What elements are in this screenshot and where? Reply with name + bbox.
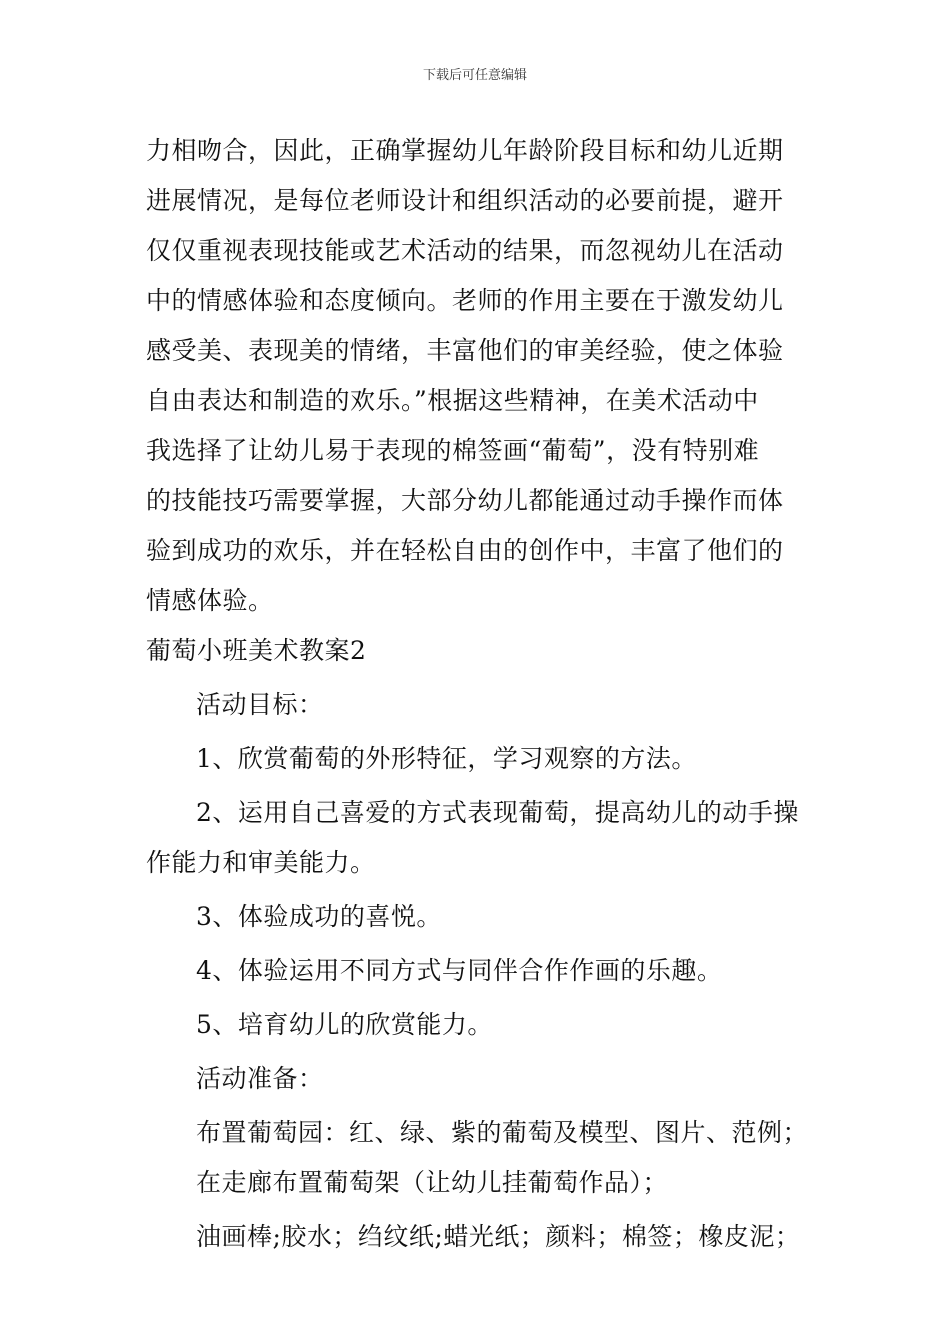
paragraph-line: 验到成功的欢乐，并在轻松自由的创作中，丰富了他们的: [146, 536, 784, 565]
paragraph-line: 仅仅重视表现技能或艺术活动的结果，而忽视幼儿在活动: [146, 236, 784, 265]
preparation-heading: 活动准备：: [196, 1064, 324, 1093]
section-title: 葡萄小班美术教案2: [146, 636, 367, 665]
paragraph-line: 中的情感体验和态度倾向。老师的作用主要在于激发幼儿: [146, 286, 784, 315]
paragraph-line: 力相吻合，因此，正确掌握幼儿年龄阶段目标和幼儿近期: [146, 136, 784, 165]
paragraph-line: 我选择了让幼儿易于表现的棉签画“葡萄”，没有特别难: [146, 436, 760, 465]
paragraph-line: 自由表达和制造的欢乐。”根据这些精神，在美术活动中: [146, 386, 759, 415]
paragraph-line: 情感体验。: [146, 586, 274, 615]
preparation-line-2: 在走廊布置葡萄架（让幼儿挂葡萄作品）；: [196, 1168, 669, 1197]
paragraph-line: 感受美、表现美的情绪，丰富他们的审美经验，使之体验: [146, 336, 784, 365]
goal-item-2: 2、运用自己喜爱的方式表现葡萄，提高幼儿的动手操: [196, 798, 799, 827]
goal-item-3: 3、体验成功的喜悦。: [196, 902, 442, 931]
page-header: 下载后可任意编辑: [422, 68, 527, 83]
goal-item-4: 4、体验运用不同方式与同伴合作作画的乐趣。: [196, 956, 723, 985]
preparation-line-3: 油画棒;胶水；绉纹纸;蜡光纸；颜料；棉签；橡皮泥；: [196, 1222, 801, 1251]
goal-item-1: 1、欣赏葡萄的外形特征，学习观察的方法。: [196, 744, 697, 773]
goals-heading: 活动目标：: [196, 690, 324, 719]
preparation-line-1: 布置葡萄园：红、绿、紫的葡萄及模型、图片、范例；: [196, 1118, 809, 1147]
paragraph-line: 的技能技巧需要掌握，大部分幼儿都能通过动手操作而体: [146, 486, 784, 515]
goal-item-5: 5、培育幼儿的欣赏能力。: [196, 1010, 493, 1039]
goal-item-2-continued: 作能力和审美能力。: [146, 848, 376, 877]
paragraph-line: 进展情况，是每位老师设计和组织活动的必要前提，避开: [146, 186, 784, 215]
document-body: [146, 126, 810, 1262]
